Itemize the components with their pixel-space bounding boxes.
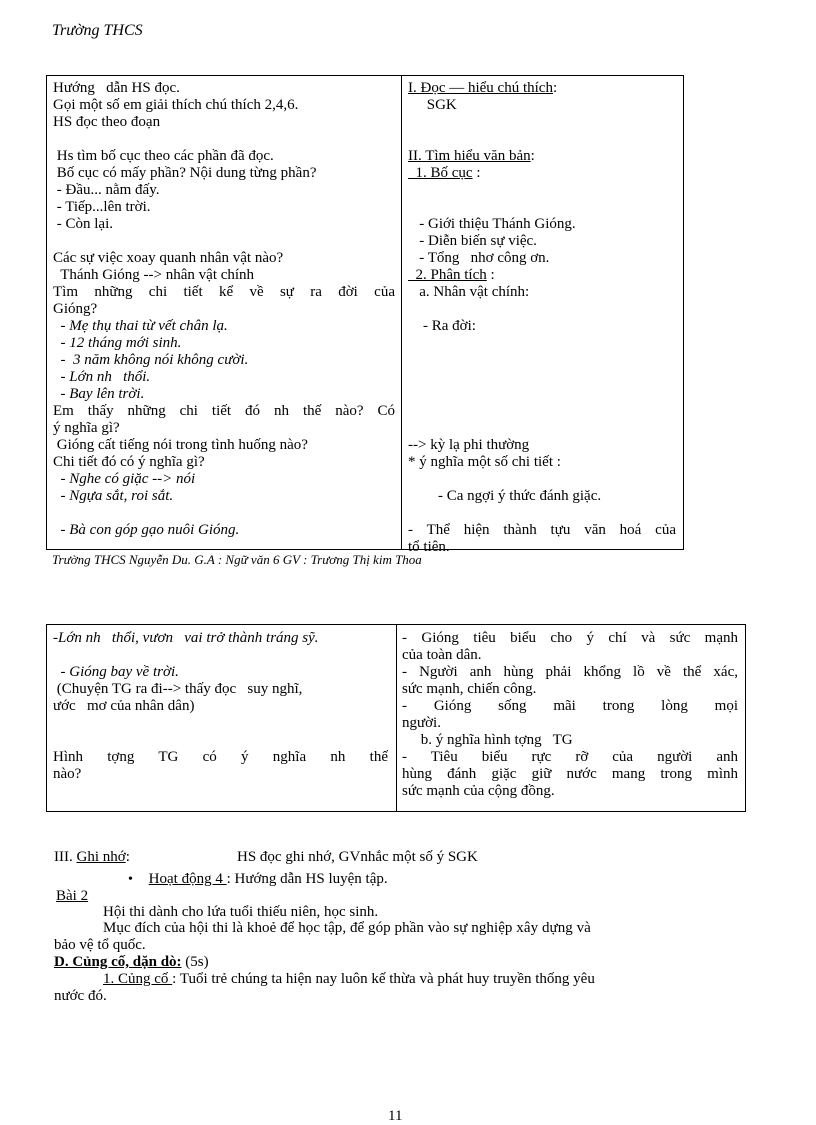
table-line-text: của toàn dân. [402, 647, 482, 663]
table-line [402, 647, 738, 664]
table-line [53, 284, 395, 301]
table-line [53, 250, 395, 267]
table-line [53, 715, 388, 732]
table-line [53, 488, 395, 505]
table-line-text: Gióng? [53, 301, 98, 317]
table-line-text: Hs tìm bố cục theo các phần đã đọc. [53, 148, 274, 164]
table-line-text: I. Đọc — hiểu chú thích [408, 80, 553, 96]
table-line [53, 80, 395, 97]
table-line-text: - 12 tháng mới sinh. [53, 335, 182, 351]
table-line-text: ước mơ của nhân dân) [53, 698, 195, 714]
table-line-suffix: : [552, 80, 558, 96]
table-line [408, 148, 676, 165]
bullet-icon: • [128, 872, 133, 887]
table-line [53, 97, 395, 114]
section-d-time: (5s) [181, 954, 209, 970]
table-line-text: người. [402, 715, 441, 731]
table-line [408, 165, 676, 182]
footer-school-line: Trường THCS Nguyễn Du. G.A : Ngữ văn 6 GV : Trương Thị kim Thoa [52, 552, 422, 567]
section-3-ghi-nho [54, 849, 478, 866]
table-line [408, 131, 676, 148]
activity-4 [128, 871, 388, 888]
table-line [53, 403, 395, 420]
bai-2-heading: Bài 2 [56, 888, 89, 904]
table2-right-column [402, 630, 738, 800]
ghi-nho-label: Ghi nhớ [76, 849, 126, 865]
table-line-text: - Mẹ thụ thai từ vết chân lạ. [53, 318, 228, 334]
table-line [408, 454, 676, 471]
table-line-text: sức mạnh của cộng đồng. [402, 783, 555, 799]
table-line [408, 250, 676, 267]
table-line [53, 681, 388, 698]
table-line-text: - Còn lại. [53, 216, 113, 232]
table-line-text: - Ra đời: [408, 318, 476, 334]
table-line-text: 2. Phân tích [408, 267, 487, 283]
table-line-text: Hình tợng TG có ý nghĩa nh thế [53, 749, 388, 765]
table-line-text: sức mạnh, chiến công. [402, 681, 537, 697]
table-line-text: - Tiêu biểu rực rỡ của người anh [402, 749, 738, 765]
ghi-nho-text: HS đọc ghi nhớ, GVnhắc một số ý SGK [237, 849, 478, 865]
table-line [408, 369, 676, 386]
table-line [408, 522, 676, 539]
table-line [53, 114, 395, 131]
table-line-text: hùng đánh giặc giữ nước mang trong mình [402, 766, 738, 782]
table-line-text: b. ý nghĩa hình tợng TG [402, 732, 573, 748]
table-line [53, 437, 395, 454]
table-line [53, 165, 395, 182]
table-line-text: -Lớn nh thổi, vươn vai trở thành tráng sỹ. [53, 630, 319, 646]
ghi-nho-colon: : [125, 849, 130, 865]
table-line-text: Bố cục có mấy phần? Nội dung từng phần? [53, 165, 317, 181]
table-line [408, 403, 676, 420]
table1-right-column [408, 80, 676, 556]
table-line [402, 766, 738, 783]
table-line [53, 318, 395, 335]
table-line-text: tổ tiên. [408, 539, 450, 555]
table-line-text: - Ngựa sắt, roi sắt. [53, 488, 174, 504]
table-line [408, 488, 676, 505]
table-line-text: Các sự việc xoay quanh nhân vật nào? [53, 250, 284, 266]
table-line-text: - Ca ngợi ý thức đánh giặc. [408, 488, 602, 504]
table-line-text: a. Nhân vật chính: [408, 284, 530, 300]
section-d-label: D. Củng cố, dặn dò: [54, 954, 182, 970]
lesson-table-2-divider [396, 624, 397, 811]
table-line [53, 471, 395, 488]
table-line [408, 318, 676, 335]
table-line-text: HS đọc theo đoạn [53, 114, 161, 130]
table-line-text: - Người anh hùng phải khổng lồ về thể xác, [402, 664, 738, 680]
table-line [408, 420, 676, 437]
table-line [402, 715, 738, 732]
table-line-text: - Bay lên trời. [53, 386, 145, 402]
table-line-text: - Tiếp...lên trời. [53, 199, 151, 215]
table-line-text: 1. Bố cục [408, 165, 473, 181]
activity-4-label: Hoạt động 4 [148, 871, 227, 887]
table-line [53, 335, 395, 352]
table-line-text: Gióng cất tiếng nói trong tình huống nào? [53, 437, 308, 453]
table-line [53, 732, 388, 749]
table-line [53, 199, 395, 216]
table-line [402, 698, 738, 715]
table-line [408, 386, 676, 403]
table-line [53, 216, 395, 233]
table-line [53, 698, 388, 715]
table-line [53, 420, 395, 437]
table-line [53, 301, 395, 318]
table-line [53, 267, 395, 284]
page-number: 11 [388, 1108, 403, 1124]
table-line [53, 766, 388, 783]
table-line [402, 749, 738, 766]
table-line-text: Tìm những chi tiết kể về sự ra đời của [53, 284, 395, 300]
table-line-text: Chi tiết đó có ý nghĩa gì? [53, 454, 205, 470]
table-line-text: (Chuyện TG ra đi--> thấy đọc suy nghĩ, [53, 681, 303, 697]
table-line [408, 301, 676, 318]
table-line [408, 233, 676, 250]
table-line-text: * ý nghĩa một số chi tiết : [408, 454, 561, 470]
table-line [53, 664, 388, 681]
table-line [53, 522, 395, 539]
table-line-text: - Diễn biến sự việc. [408, 233, 537, 249]
section-d [54, 954, 209, 971]
table-line [53, 148, 395, 165]
table-line-text: - Gióng sống mãi trong lòng mọi [402, 698, 738, 714]
table-line [402, 783, 738, 800]
table-line-text: Thánh Gióng --> nhân vật chính [53, 267, 255, 283]
table-line [408, 216, 676, 233]
cung-co-text: : Tuổi trẻ chúng ta hiện nay luôn kế thừa và phát huy truyền thống yêu [172, 971, 595, 987]
table-line-text: Gọi một số em giải thích chú thích 2,4,6. [53, 97, 299, 113]
page-header: Trường THCS [52, 22, 143, 39]
table-line-text: - Nghe có giặc --> nói [53, 471, 196, 487]
table-line-text: - Giới thiệu Thánh Gióng. [408, 216, 576, 232]
table-line [408, 284, 676, 301]
table-line [53, 454, 395, 471]
table-line [53, 505, 395, 522]
cung-co-line-2: nước đó. [54, 988, 107, 1004]
table-line [408, 437, 676, 454]
bai-2-line-3: bảo vệ tổ quốc. [54, 937, 146, 953]
section-3-label: III. [54, 849, 77, 865]
table-line [408, 267, 676, 284]
bai-2-line-2: Mục đích của hội thi là khoẻ để học tập, để góp phần vào sự nghiệp xây dựng và [103, 920, 591, 936]
table2-left-column [53, 630, 388, 783]
table-line-text: nào? [53, 766, 82, 782]
table-line [408, 199, 676, 216]
table-line-text: --> kỳ lạ phi thường [408, 437, 530, 453]
table-line-text: - Bà con góp gạo nuôi Gióng. [53, 522, 240, 538]
table-line [402, 732, 738, 749]
table-line-suffix: : [530, 148, 535, 164]
table-line-text: - Đầu... nằm đấy. [53, 182, 160, 198]
lesson-table-1-divider [401, 75, 402, 549]
table-line [53, 386, 395, 403]
table-line [402, 664, 738, 681]
table-line [53, 647, 388, 664]
cung-co-label: 1. Củng cố [103, 971, 173, 987]
table-line [402, 681, 738, 698]
cung-co-line [103, 971, 595, 988]
table-line-text: - Tổng nhơ công ơn. [408, 250, 550, 266]
bai-2-line-1: Hội thi dành cho lứa tuổi thiếu niên, học sinh. [103, 904, 379, 920]
table-line [408, 539, 676, 556]
table-line [53, 182, 395, 199]
table-line-text: II. Tìm hiểu văn bản [408, 148, 531, 164]
table-line [53, 352, 395, 369]
table-line [408, 352, 676, 369]
table-line [53, 131, 395, 148]
table-line-text: - 3 năm không nói không cười. [53, 352, 249, 368]
table-line-text: - Thể hiện thành tựu văn hoá của [408, 522, 676, 538]
table-line-text: - Gióng bay về trời. [53, 664, 179, 680]
table-line [53, 630, 388, 647]
table-line [408, 471, 676, 488]
table-line-text: ý nghĩa gì? [53, 420, 120, 436]
table-line-suffix: : [472, 165, 481, 181]
table-line-text: - Lớn nh thổi. [53, 369, 151, 385]
table-line-text: Em thấy những chi tiết đó nh thế nào? Có [53, 403, 395, 419]
table-line [408, 505, 676, 522]
table-line [53, 369, 395, 386]
table-line [53, 233, 395, 250]
table-line-text: Hướng dẫn HS đọc. [53, 80, 180, 96]
table-line [402, 630, 738, 647]
table-line [408, 182, 676, 199]
table-line-text: - Gióng tiêu biểu cho ý chí và sức mạnh [402, 630, 738, 646]
table-line [53, 749, 388, 766]
table-line [408, 97, 676, 114]
table-line [408, 80, 676, 97]
activity-4-text: : Hướng dẫn HS luyện tập. [226, 871, 388, 887]
table-line-suffix: : [486, 267, 495, 283]
table-line-text: SGK [408, 97, 457, 113]
table-line [408, 335, 676, 352]
table1-left-column [53, 80, 395, 539]
table-line [408, 114, 676, 131]
